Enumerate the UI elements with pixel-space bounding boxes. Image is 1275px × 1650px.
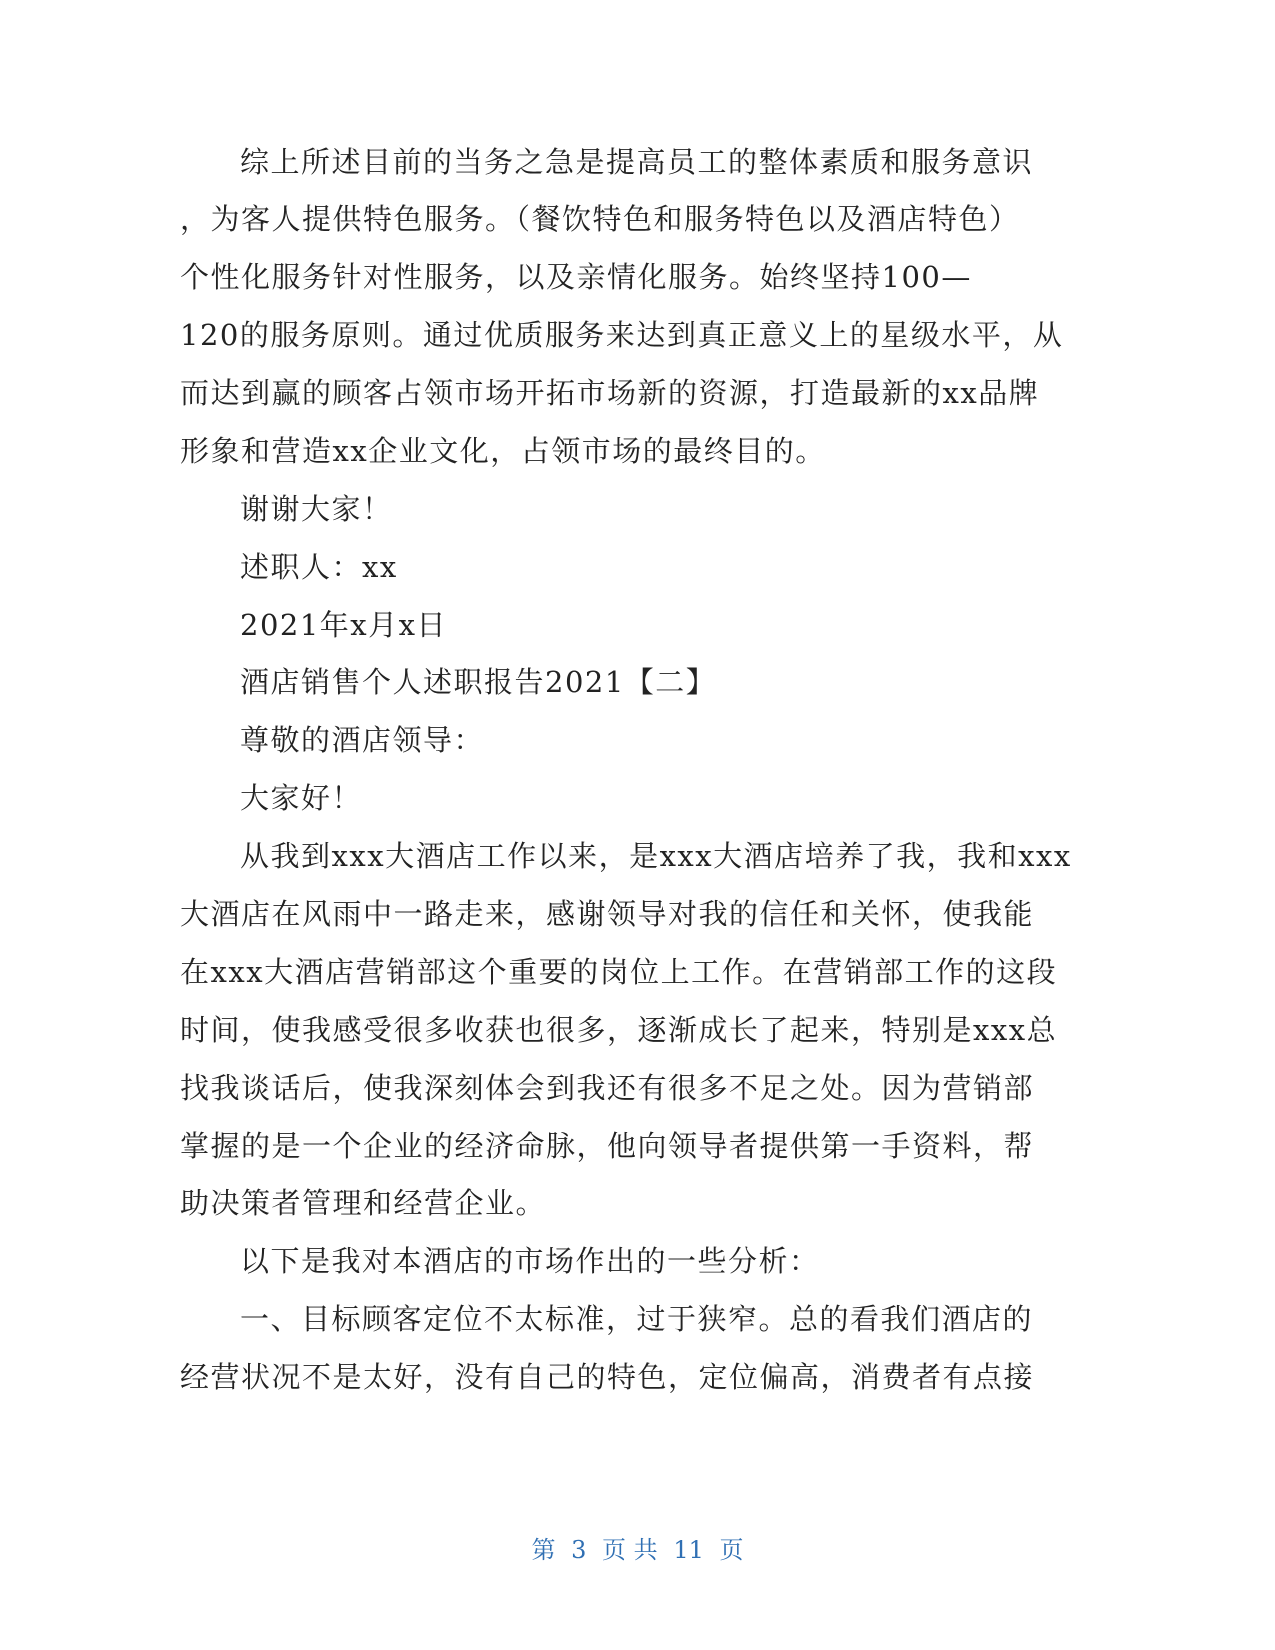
text-line: 助决策者管理和经营企业。 [180,1186,547,1220]
section-title: 酒店销售个人述职报告2021【二】 [240,665,717,699]
footer-middle: 页 共 [602,1536,658,1564]
text-line: 时间，使我感受很多收获也很多，逐渐成长了起来，特别是xxx总 [180,1013,1058,1047]
report-date: 2021年x月x日 [240,608,448,642]
text-line: 掌握的是一个企业的经济命脉，他向领导者提供第一手资料，帮 [180,1129,1035,1163]
text-line: 120的服务原则。通过优质服务来达到真正意义上的星级水平，从 [180,318,1064,352]
total-pages-number: 11 [673,1536,704,1564]
text-line: 综上所述目前的当务之急是提高员工的整体素质和服务意识 [240,145,1034,179]
closing-thanks: 谢谢大家！ [240,492,393,526]
text-line: 而达到赢的顾客占领市场开拓市场新的资源，打造最新的xx品牌 [180,376,1040,410]
salutation: 尊敬的酒店领导： [240,723,485,757]
reporter-signature: 述职人：xx [240,550,398,584]
text-line: 从我到xxx大酒店工作以来，是xxx大酒店培养了我，我和xxx [240,839,1072,873]
text-line: 一、目标顾客定位不太标准，过于狭窄。总的看我们酒店的 [240,1302,1034,1336]
footer-suffix: 页 [719,1536,744,1564]
text-line: 经营状况不是太好，没有自己的特色，定位偏高，消费者有点接 [180,1360,1035,1394]
page-footer [0,1534,1275,1566]
footer-prefix: 第 [531,1536,556,1564]
text-line: 形象和营造xx企业文化，占领市场的最终目的。 [180,434,826,468]
text-line: ，为客人提供特色服务。（餐饮特色和服务特色以及酒店特色） [180,202,1020,236]
text-line: 在xxx大酒店营销部这个重要的岗位上工作。在营销部工作的这段 [180,955,1058,989]
text-line: 以下是我对本酒店的市场作出的一些分析： [240,1244,820,1278]
text-line: 个性化服务针对性服务，以及亲情化服务。始终坚持100— [180,260,972,294]
text-line: 找我谈话后，使我深刻体会到我还有很多不足之处。因为营销部 [180,1071,1035,1105]
current-page-number: 3 [571,1536,587,1564]
text-line: 大酒店在风雨中一路走来，感谢领导对我的信任和关怀，使我能 [180,897,1035,931]
greeting: 大家好！ [240,781,363,815]
